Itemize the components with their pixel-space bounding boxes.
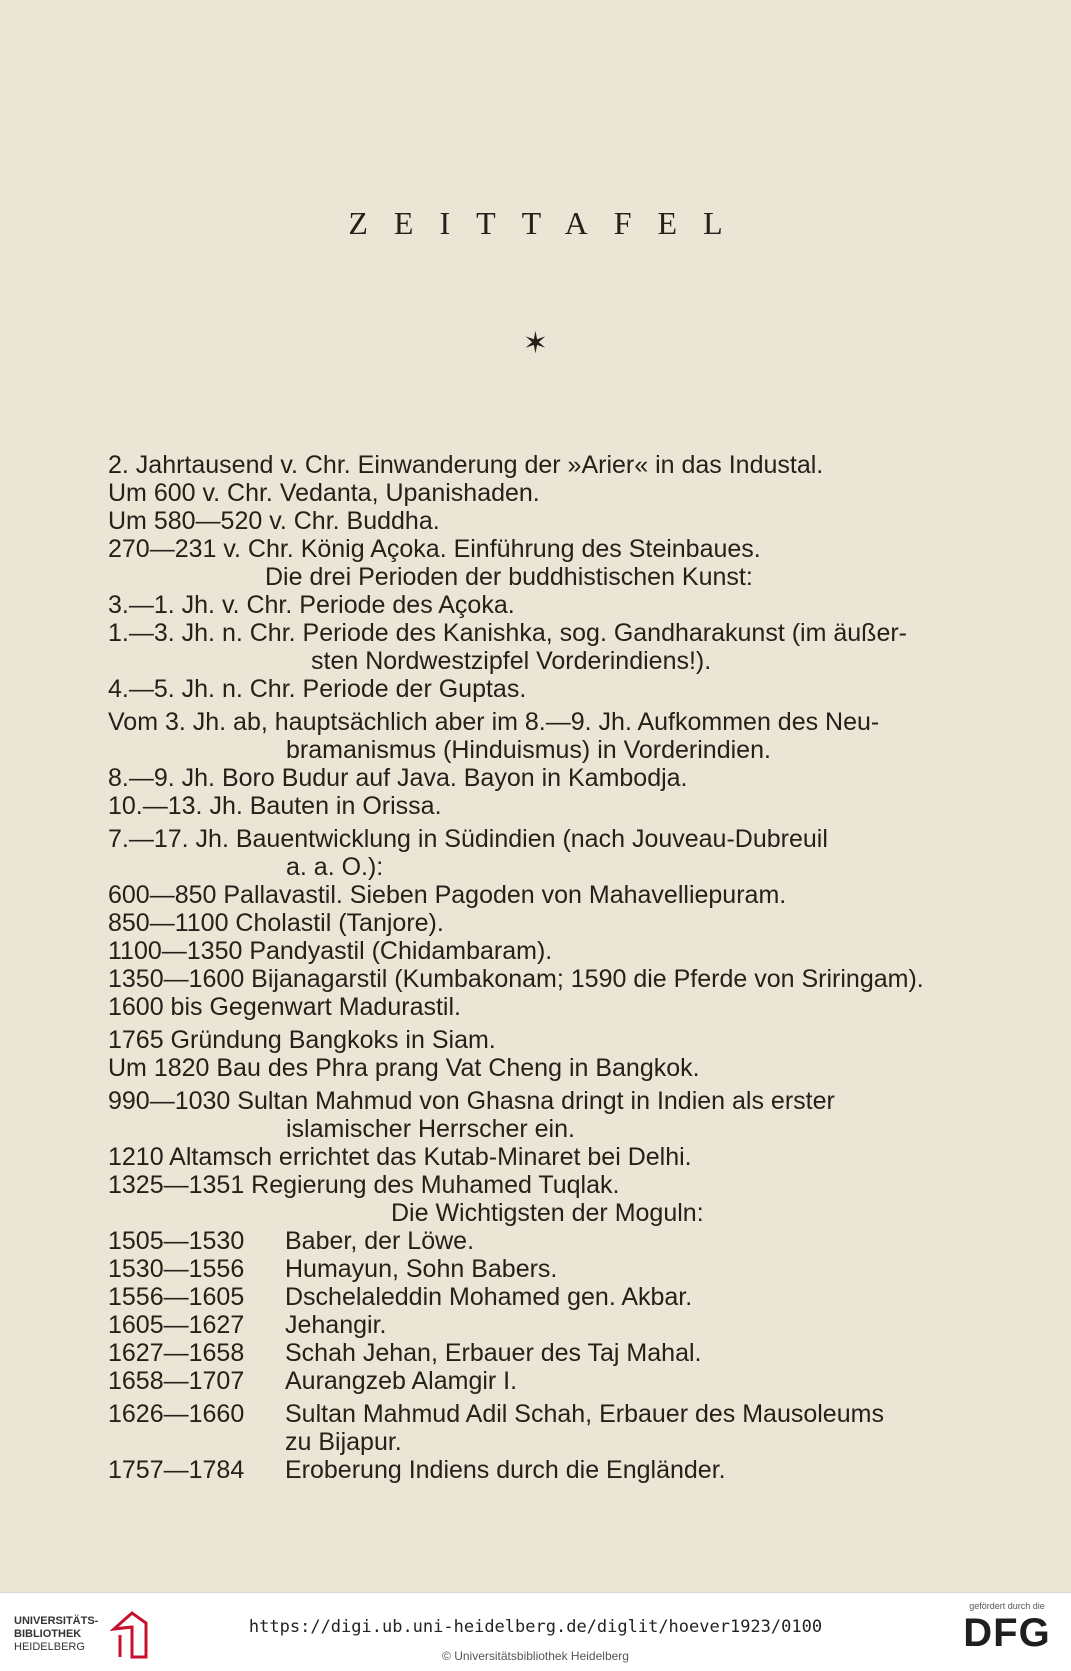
dfg-logo[interactable]	[952, 1601, 1062, 1665]
timeline-entry: 1100—1350 Pandyastil (Chidambaram).	[108, 937, 553, 965]
timeline-entry: 10.—13. Jh. Bauten in Orissa.	[108, 792, 442, 820]
mogul-entry: 1556—1605 Dschelaleddin Mohamed gen. Akbar.	[108, 1283, 693, 1311]
star-ornament: ✶	[522, 326, 549, 361]
timeline-entry: 8.—9. Jh. Boro Budur auf Java. Bayon in Kambodja.	[108, 764, 688, 792]
timeline-entry: 600—850 Pallavastil. Sieben Pagoden von Mahavelliepuram.	[108, 881, 787, 909]
timeline-entry-continuation: bramanismus (Hinduismus) in Vorderindien.	[286, 736, 771, 764]
copyright-notice: © Universitätsbibliothek Heidelberg	[442, 1649, 629, 1663]
timeline-entry: 2. Jahrtausend v. Chr. Einwanderung der »Arier« in das Industal.	[108, 451, 824, 479]
timeline-entry: 4.—5. Jh. n. Chr. Periode der Guptas.	[108, 675, 527, 703]
timeline-entry: 1.—3. Jh. n. Chr. Periode des Kanishka, sog. Gandharakunst (im äußer-	[108, 619, 908, 647]
timeline-entry: Um 600 v. Chr. Vedanta, Upanishaden.	[108, 479, 540, 507]
timeline-entry-continuation: a. a. O.):	[286, 853, 384, 881]
timeline-entry: 1765 Gründung Bangkoks in Siam.	[108, 1026, 496, 1054]
timeline-entry-continuation: sten Nordwestzipfel Vorderindiens!).	[311, 647, 712, 675]
mogul-entry-continuation: zu Bijapur.	[285, 1428, 402, 1456]
funding-note: gefördert durch die	[969, 1601, 1045, 1611]
timeline-text	[108, 451, 1038, 1484]
mogul-entry: 1605—1627 Jehangir.	[108, 1311, 387, 1339]
viewer-footer	[0, 1592, 1071, 1671]
timeline-entry: 7.—17. Jh. Bauentwicklung in Südindien (nach Jouveau-Dubreuil	[108, 825, 828, 853]
mogul-entry: 1658—1707 Aurangzeb Alamgir I.	[108, 1367, 518, 1395]
mogul-entry: 1530—1556 Humayun, Sohn Babers.	[108, 1255, 558, 1283]
timeline-entry: 990—1030 Sultan Mahmud von Ghasna dringt in Indien als erster	[108, 1087, 835, 1115]
mogul-entry: 1757—1784 Eroberung Indiens durch die Engländer.	[108, 1456, 726, 1484]
timeline-entry-continuation: islamischer Herrscher ein.	[286, 1115, 575, 1143]
timeline-entry: 270—231 v. Chr. König Açoka. Einführung des Steinbaues.	[108, 535, 761, 563]
timeline-entry: Vom 3. Jh. ab, hauptsächlich aber im 8.—9. Jh. Aufkommen des Neu-	[108, 708, 880, 736]
timeline-entry: 1350—1600 Bijanagarstil (Kumbakonam; 1590 die Pferde von Sriringam).	[108, 965, 924, 993]
mogul-entry: 1627—1658 Schah Jehan, Erbauer des Taj Mahal.	[108, 1339, 702, 1367]
page-title: ZEITTAFEL	[348, 205, 749, 241]
mogul-entry: 1626—1660 Sultan Mahmud Adil Schah, Erbauer des Mausoleums	[108, 1400, 884, 1428]
timeline-entry: 850—1100 Cholastil (Tanjore).	[108, 909, 444, 937]
timeline-entry: Um 580—520 v. Chr. Buddha.	[108, 507, 440, 535]
library-name: UNIVERSITÄTS- BIBLIOTHEK HEIDELBERG	[14, 1615, 99, 1653]
timeline-entry: 1325—1351 Regierung des Muhamed Tuqlak.	[108, 1171, 620, 1199]
timeline-entry: 1600 bis Gegenwart Madurastil.	[108, 993, 461, 1021]
section-heading: Die Wichtigsten der Moguln:	[391, 1199, 704, 1227]
timeline-entry: 3.—1. Jh. v. Chr. Periode des Açoka.	[108, 591, 515, 619]
permalink-url[interactable]: https://digi.ub.uni-heidelberg.de/diglit/hoever1923/0100	[248, 1617, 823, 1637]
dfg-wordmark: DFG	[963, 1611, 1051, 1655]
timeline-entry: 1210 Altamsch errichtet das Kutab-Minaret bei Delhi.	[108, 1143, 692, 1171]
timeline-entry: Um 1820 Bau des Phra prang Vat Cheng in Bangkok.	[108, 1054, 700, 1082]
section-heading: Die drei Perioden der buddhistischen Kunst:	[265, 563, 753, 591]
mogul-entry: 1505—1530 Baber, der Löwe.	[108, 1227, 475, 1255]
